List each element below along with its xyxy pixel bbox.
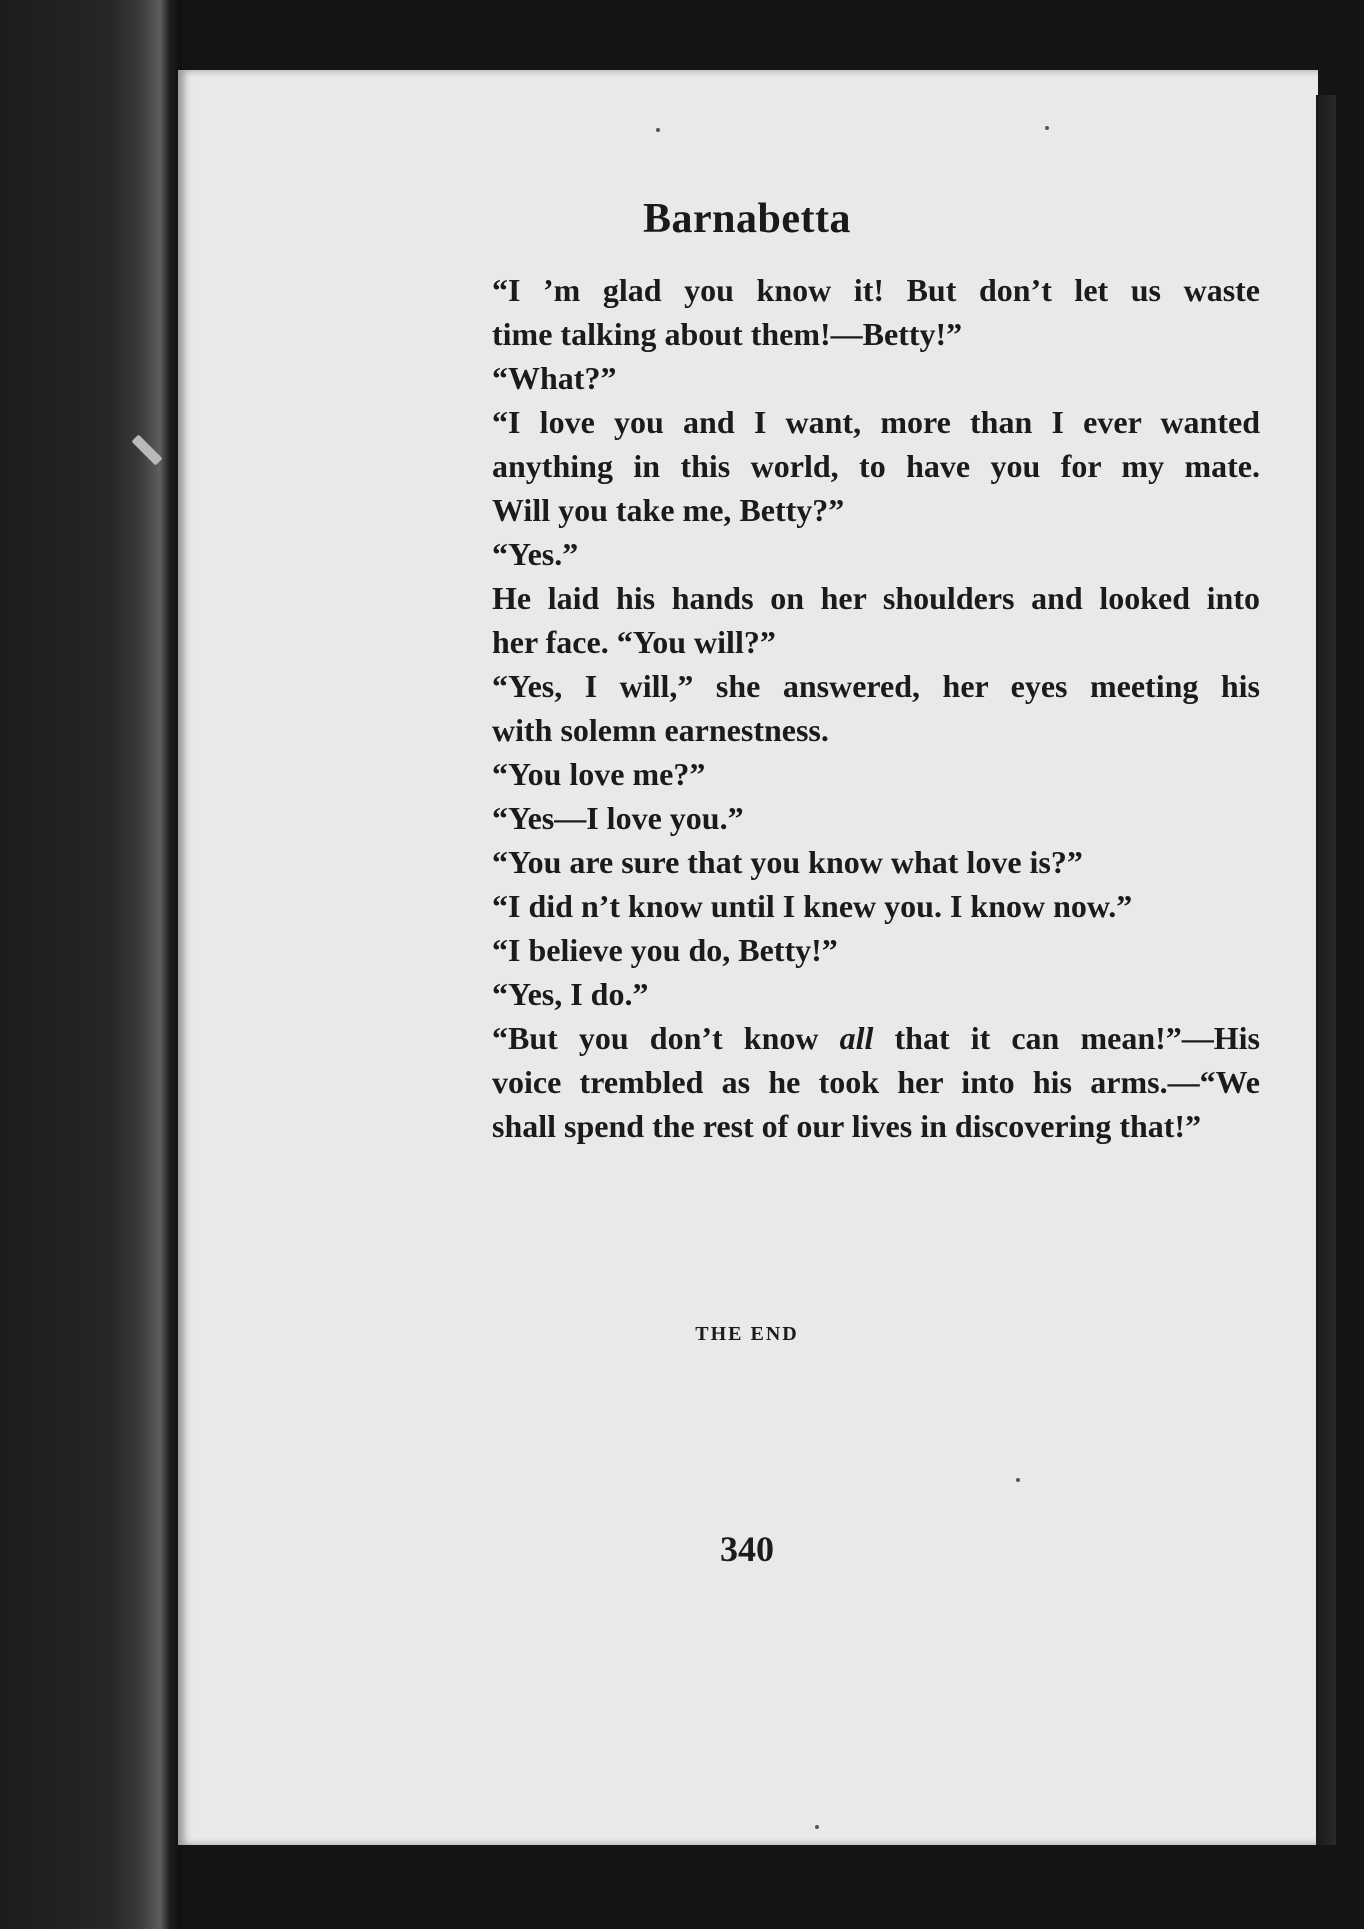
text-line: “I did n’t know until I knew you. I know now.” (492, 888, 1133, 924)
text-line (460, 1016, 1260, 1060)
paragraph (460, 752, 1260, 796)
text-line: “You love me?” (492, 756, 706, 792)
text-line: “I believe you do, Betty!” (492, 932, 838, 968)
text-line: her face. “You will?” (492, 624, 776, 660)
paragraph (460, 928, 1260, 972)
paragraph (460, 576, 1260, 664)
text-line: with solemn earnestness. (492, 712, 829, 748)
paragraph (460, 796, 1260, 840)
text-segment: voice trembled as he took her into his arms.—“We (492, 1064, 1260, 1100)
speck (1016, 1478, 1020, 1482)
paragraph (460, 972, 1260, 1016)
body-text (460, 268, 1260, 1148)
paragraph (460, 400, 1260, 532)
text-line: “Yes, I will,” she answered, her eyes meeting his (492, 668, 1260, 704)
speck (1045, 126, 1049, 130)
text-line: “I ’m glad you know it! But don’t let us waste (492, 272, 1260, 308)
text-line (460, 1060, 1260, 1104)
italic-text: all (839, 1020, 874, 1056)
paragraph (460, 1016, 1260, 1148)
text-line: He laid his hands on her shoulders and looked into (492, 580, 1260, 616)
text-line: “Yes, I do.” (492, 976, 649, 1012)
paragraph (460, 884, 1260, 928)
book-gutter (0, 0, 182, 1929)
text-segment: “But you don’t know (492, 1020, 840, 1056)
text-segment: that it can mean!”—His (873, 1020, 1260, 1056)
text-line: anything in this world, to have you for my mate. (492, 448, 1260, 484)
paragraph (460, 356, 1260, 400)
the-end-label: THE END (695, 1323, 799, 1345)
text-line: “Yes.” (492, 536, 579, 572)
running-head: Barnabetta (643, 196, 851, 242)
paragraph (460, 664, 1260, 752)
text-line: “What?” (492, 360, 617, 396)
paragraph (460, 268, 1260, 356)
page-edge-shadow (1316, 95, 1336, 1845)
text-line: “I love you and I want, more than I ever wanted (492, 404, 1260, 440)
text-line: “Yes—I love you.” (492, 800, 744, 836)
page-number: 340 (720, 1529, 774, 1569)
text-line: Will you take me, Betty?” (492, 492, 845, 528)
speck (815, 1825, 819, 1829)
text-line (460, 1104, 1260, 1148)
text-line: time talking about them!—Betty!” (492, 316, 963, 352)
text-line: “You are sure that you know what love is?” (492, 844, 1083, 880)
paragraph (460, 532, 1260, 576)
paragraph (460, 840, 1260, 884)
speck (656, 128, 660, 132)
text-segment: shall spend the rest of our lives in discovering that!” (492, 1108, 1202, 1144)
